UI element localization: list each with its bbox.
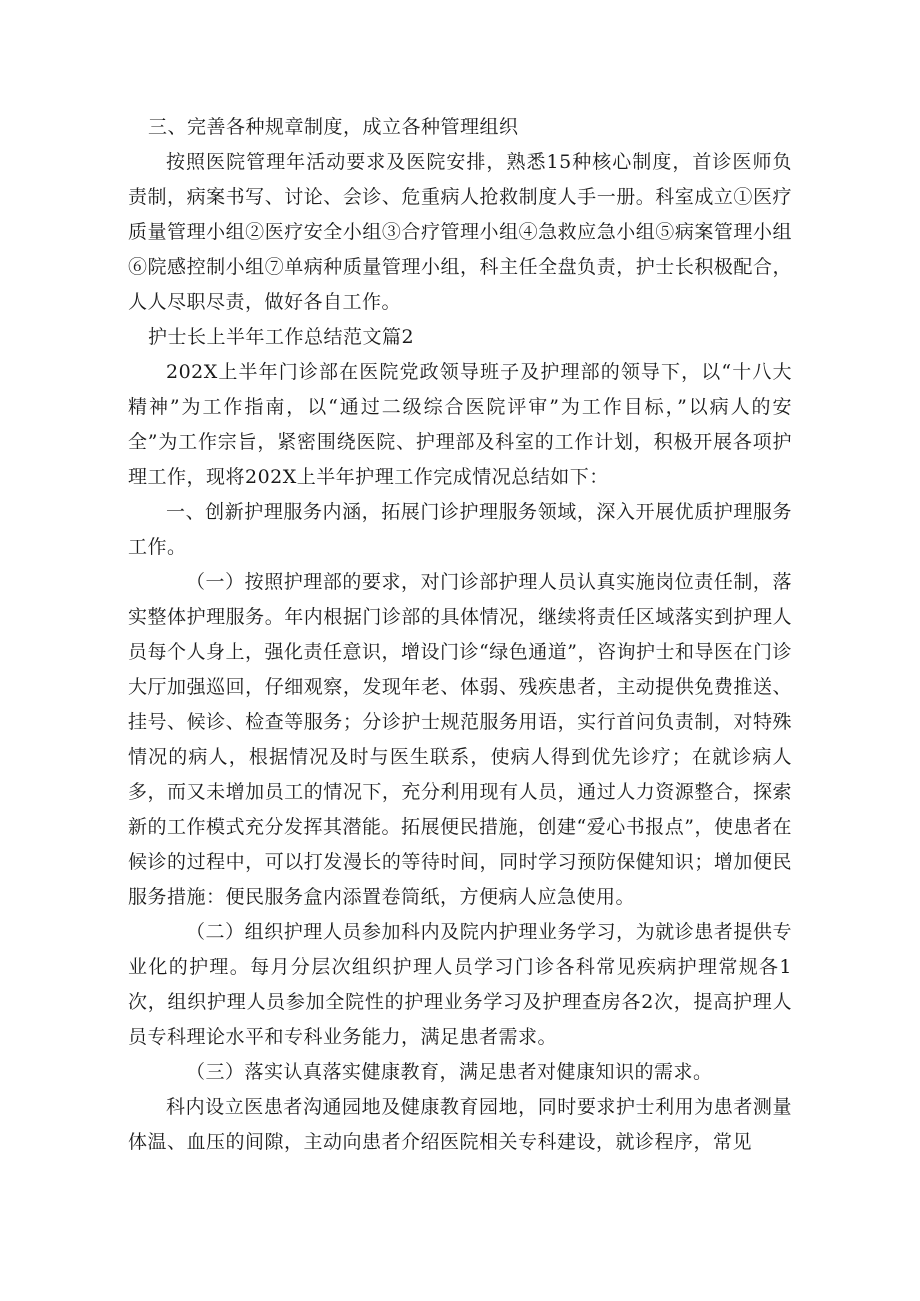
paragraph-health-education: 科内设立医患者沟通园地及健康教育园地，同时要求护士利用为患者测量体温、血压的间隙，主动向患者介绍医院相关专科建设，就诊程序，常见 <box>128 1096 792 1153</box>
paragraph-intro: 202X上半年门诊部在医院党政领导班子及护理部的领导下，以“十八大精神”为工作指南，以“通过二级综合医院评审”为工作目标，”以病人的安全”为工作宗旨，紧密围绕医院、护理部及科室的工作计划，积极开展各项护理工作，现将202X上半年护理工作完成情况总结如下： <box>128 361 792 488</box>
paragraph-subsection-2: （二）组织护理人员参加科内及院内护理业务学习，为就诊患者提供专业化的护理。每月分层次组织护理人员学习门诊各科常见疾病护理常规各1次，组织护理人员参加全院性的护理业务学习及护理查房各2次，提高护理人员专科理论水平和专科业务能力，满足患者需求。 <box>128 921 792 1048</box>
paragraph-subsection-1: （一）按照护理部的要求，对门诊部护理人员认真实施岗位责任制，落实整体护理服务。年内根据门诊部的具体情况，继续将责任区域落实到护理人员每个人身上，强化责任意识，增设门诊“绿色通道”，咨询护士和导医在门诊大厅加强巡回，仔细观察，发现年老、体弱、残疾患者，主动提供免费推送、挂号、候诊、检查等服务；分诊护士规范服务用语，实行首问负责制，对特殊情况的病人，根据情况及时与医生联系，使病人得到优先诊疗；在就诊病人多，而又未增加员工的情况下，充分利用现有人员，通过人力资源整合，探索新的工作模式充分发挥其潜能。拓展便民措施，创建“爱心书报点”，使患者在候诊的过程中，可以打发漫长的等待时间，同时学习预防保健知识；增加便民服务措施：便民服务盒内添置卷筒纸，方便病人应急使用。 <box>128 571 792 908</box>
paragraph-rules-detail: 按照医院管理年活动要求及医院安排，熟悉15种核心制度，首诊医师负责制，病案书写、讨论、会诊、危重病人抢救制度人手一册。科室成立①医疗质量管理小组②医疗安全小组③合疗管理小组④急救应急小组⑤病案管理小组⑥院感控制小组⑦单病种质量管理小组，科主任全盘负责，护士长积极配合，人人尽职尽责，做好各自工作。 <box>128 151 792 313</box>
section-heading-innovation: 一、创新护理服务内涵，拓展门诊护理服务领域，深入开展优质护理服务工作。 <box>128 501 792 558</box>
article-title: 护士长上半年工作总结范文篇2 <box>148 326 415 348</box>
paragraph-subsection-3: （三）落实认真落实健康教育，满足患者对健康知识的需求。 <box>186 1061 713 1083</box>
section-heading-rules: 三、完善各种规章制度，成立各种管理组织 <box>148 116 519 138</box>
document-body <box>128 110 792 1160</box>
